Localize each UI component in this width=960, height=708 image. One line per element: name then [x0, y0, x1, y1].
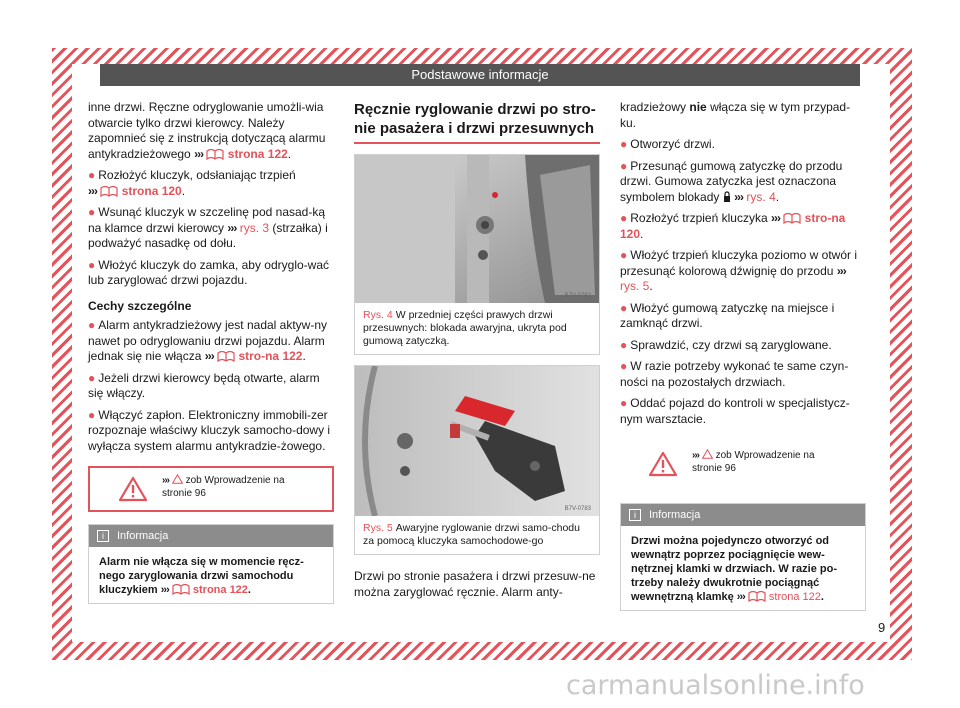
warning-box	[620, 443, 866, 491]
figure-label: Rys. 4	[363, 309, 393, 321]
reference-arrows: ›››	[88, 183, 97, 198]
figure-link[interactable]: rys. 5	[620, 279, 650, 293]
book-icon	[172, 583, 190, 595]
book-icon	[748, 590, 766, 602]
warning-triangle-icon	[172, 474, 183, 484]
column-1	[88, 100, 334, 604]
bullet-icon: ●	[88, 205, 96, 219]
figure-4	[354, 154, 600, 355]
info-text: Alarm nie włącza się w momencie ręcz-nego zaryglowania drzwi samochodu kluczykiem ››› strona 122.	[99, 556, 304, 596]
bullet-icon: ●	[88, 168, 96, 182]
page-link[interactable]: stro-na 122	[238, 349, 303, 363]
page-number: 9	[878, 620, 886, 635]
subheading: Cechy szczególne	[88, 298, 192, 313]
bullet-icon: ●	[620, 211, 628, 225]
bullet-icon: ●	[620, 248, 628, 262]
info-header: i Informacja	[89, 525, 333, 547]
bullet-icon: ●	[620, 396, 628, 410]
bullet-icon: ●	[88, 370, 96, 385]
info-icon: i	[629, 509, 641, 521]
paragraph: Drzwi po stronie pasażera i drzwi przesuw-ne można zaryglować ręcznie. Alarm anty-	[354, 569, 596, 599]
column-2	[354, 100, 600, 606]
figure-code: B7V-0783	[564, 506, 591, 512]
column-3	[620, 100, 866, 611]
page-link[interactable]: strona 122	[192, 584, 248, 596]
page-header: Podstawowe informacje	[100, 64, 860, 86]
bullet-icon: ●	[620, 337, 628, 352]
book-icon	[206, 148, 224, 160]
list-item: ● Alarm antykradzieżowy jest nadal aktyw-ny nawet po odryglowaniu drzwi pojazdu. Alarm jednak się nie włącza ››› stro-na 122.	[88, 318, 328, 363]
info-box	[620, 503, 866, 611]
reference-arrows: ›››	[734, 189, 744, 204]
figure-link[interactable]: rys. 4	[746, 189, 776, 204]
bullet-icon: ●	[88, 257, 96, 272]
page-link[interactable]: strona 122	[768, 591, 821, 603]
book-icon	[783, 212, 801, 224]
info-box	[88, 524, 334, 604]
reference-arrows: ›››	[194, 146, 204, 161]
warning-box	[88, 466, 334, 512]
bullet-icon: ●	[620, 137, 628, 151]
warning-triangle-icon	[702, 449, 713, 459]
book-icon	[217, 350, 235, 362]
page-link[interactable]: strona 122	[227, 146, 288, 161]
list-item: ● Przesunąć gumową zatyczkę do przodu drzwi. Gumowa zatyczka jest oznaczona symbolem blokady ››› rys. 4.	[620, 158, 843, 204]
list-item: ● Włączyć zapłon. Elektroniczny immobili-zer rozpoznaje właściwy kluczyk samocho-dowy i wyłącza system alarmu antykradzie-żowego.	[88, 407, 331, 453]
figure-link[interactable]: rys. 3	[239, 220, 270, 235]
bullet-icon: ●	[620, 300, 628, 315]
page-link[interactable]: strona 120	[121, 183, 182, 198]
figure-5	[354, 365, 600, 555]
bullet-icon: ●	[88, 407, 96, 422]
figure-label: Rys. 5	[363, 522, 393, 534]
list-item: ● W razie potrzeby wykonać te same czyn-ności na pozostałych drzwiach.	[620, 359, 849, 389]
info-text: Drzwi można pojedynczo otworzyć od wewnątrz poprzez pociągnięcie wew-nętrznej klamki w drzwiach. W razie po-trzeby należy dwukrotnie pociągnąć wewnętrzną klamkę ››› strona 122.	[631, 535, 837, 603]
list-item: ● Włożyć gumową zatyczkę na miejsce i zamknąć drzwi.	[620, 300, 835, 330]
list-item: ● Oddać pojazd do kontroli w specjalistycz-nym warsztacie.	[620, 396, 850, 426]
paragraph: inne drzwi. Ręczne odryglowanie umożli-wia otwarcie tylko drzwi kierowcy. Należy zapomnieć się z instrukcją dotyczącą alarmu antykradzieżowego ››› strona 122.	[88, 100, 326, 161]
key-in-lock-image	[355, 366, 599, 516]
list-item: ● Włożyć trzpień kluczyka poziomo w otwór i przesunąć kolorową dźwignię do przodu ››› rys. 5.	[620, 248, 857, 293]
figure-code: B7V-0782	[564, 293, 591, 299]
list-item: ● Włożyć kluczyk do zamka, aby odryglo-wać lub zaryglować drzwi pojazdu.	[88, 257, 329, 287]
reference-arrows: ›››	[836, 263, 846, 278]
bullet-icon: ●	[620, 158, 628, 173]
warning-text: ››› zob Wprowadzenie na stronie 96	[162, 475, 285, 499]
reference-arrows: ›››	[204, 349, 214, 363]
warning-triangle-icon	[648, 451, 678, 477]
lock-symbol-icon	[723, 191, 731, 203]
page-link[interactable]: stro-na 120	[620, 211, 846, 241]
book-icon	[100, 185, 118, 197]
watermark: carmanualsonline.info	[566, 670, 865, 701]
list-item: ● Rozłożyć kluczyk, odsłaniając trzpień ››› strona 120.	[88, 168, 296, 198]
list-item: ● Wsunąć kluczyk w szczelinę pod nasad-ką na klamce drzwi kierowcy ››› rys. 3 (strzałka) i podważyć nasadkę od dołu.	[88, 205, 328, 250]
section-title: Ręcznie ryglowanie drzwi po stro-nie pasażera i drzwi przesuwnych	[354, 100, 600, 144]
bullet-icon: ●	[620, 359, 628, 373]
list-item: ● Otworzyć drzwi.	[620, 137, 715, 151]
paragraph: kradzieżowy nie włącza się w tym przypad-ku.	[620, 100, 851, 130]
info-icon: i	[97, 530, 109, 542]
reference-arrows: ›››	[770, 211, 780, 225]
figure-caption: Rys. 5 Awaryjne ryglowanie drzwi samo-chodu za pomocą kluczyka samochodowe-go	[363, 522, 580, 547]
door-lock-image	[355, 155, 599, 303]
list-item: ● Rozłożyć trzpień kluczyka ››› stro-na 120.	[620, 211, 846, 241]
warning-text: ››› zob Wprowadzenie na stronie 96	[692, 450, 815, 474]
list-item: ● Jeżeli drzwi kierowcy będą otwarte, alarm się włączy.	[88, 370, 320, 400]
warning-triangle-icon	[118, 476, 148, 502]
figure-caption: Rys. 4 W przedniej części prawych drzwi przesuwnych: blokada awaryjna, ukryta pod gumową zatyczką.	[363, 309, 567, 347]
bullet-icon: ●	[88, 318, 96, 332]
list-item: ● Sprawdzić, czy drzwi są zaryglowane.	[620, 337, 832, 352]
reference-arrows: ›››	[227, 220, 237, 235]
info-header: i Informacja	[621, 504, 865, 526]
